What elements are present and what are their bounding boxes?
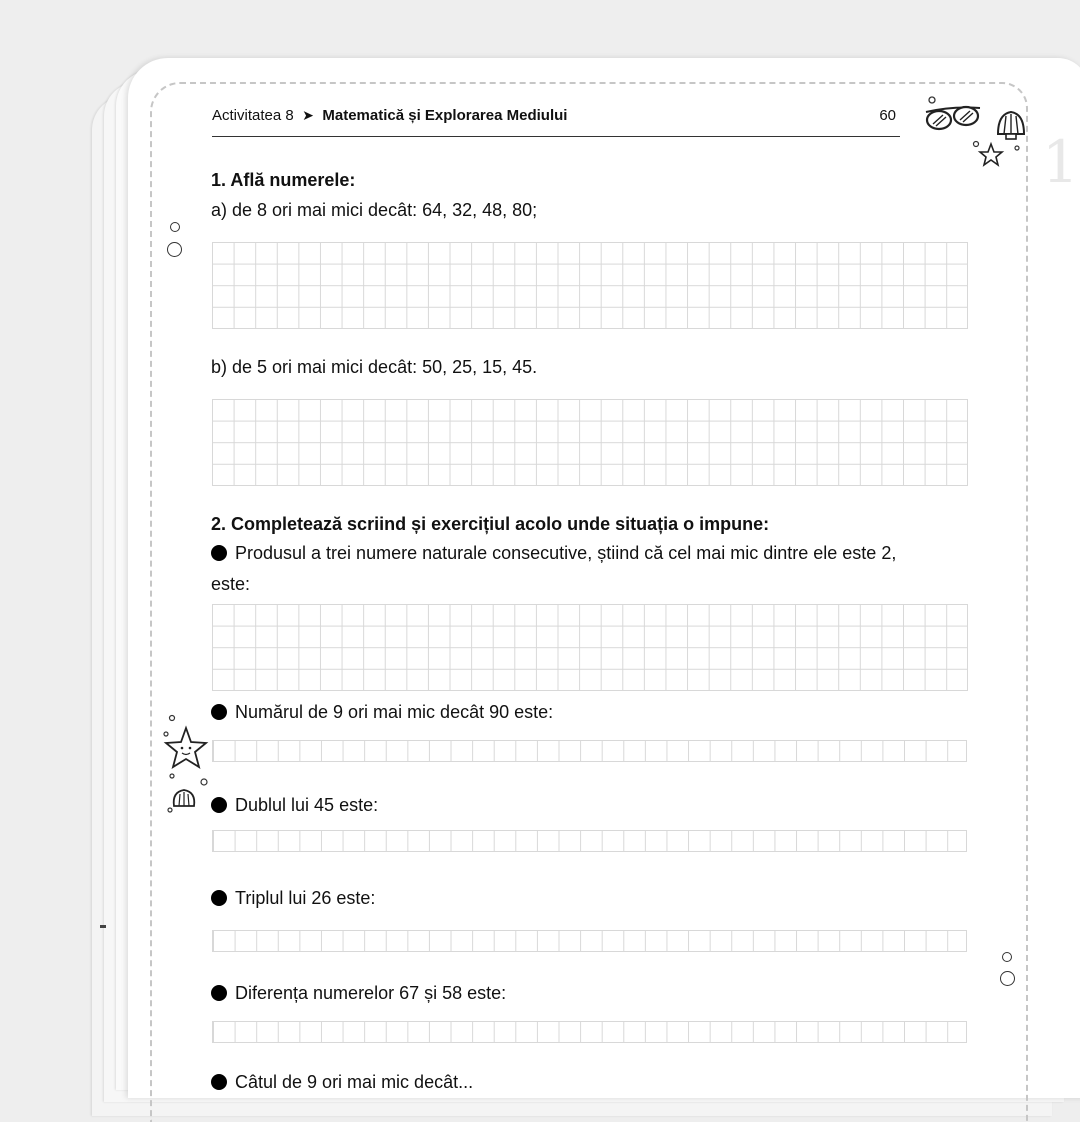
answer-strip-2-3[interactable]	[212, 830, 967, 852]
bullet-icon	[211, 985, 227, 1001]
item-3-text: Dublul lui 45 este:	[235, 795, 379, 815]
bullet-icon	[211, 545, 227, 561]
exercise-2-item-3	[211, 793, 378, 817]
answer-grid-2-1[interactable]	[212, 604, 968, 691]
exercise-2-item-6-partial	[211, 1070, 473, 1094]
starfish-icon	[972, 138, 1022, 174]
answer-strip-2-5[interactable]	[212, 1021, 967, 1043]
bullet-icon	[211, 704, 227, 720]
binder-hole-small	[170, 222, 180, 232]
binder-hole-large	[1000, 971, 1015, 986]
item-5-text: Diferența numerelor 67 și 58 este:	[235, 983, 507, 1003]
exercise-1b-text: b) de 5 ori mai mici decât: 50, 25, 15, 45.	[211, 357, 538, 377]
exercise-1-title: 1. Află numerele:	[211, 170, 356, 190]
sunglasses-icon	[922, 96, 986, 136]
edge-mark	[100, 925, 106, 928]
dashed-page-border	[150, 82, 1028, 1122]
answer-grid-1b[interactable]	[212, 399, 968, 486]
bullet-icon	[211, 890, 227, 906]
bullet-icon	[211, 1074, 227, 1090]
page-header	[212, 106, 900, 137]
header-left	[212, 106, 567, 126]
answer-grid-1a[interactable]	[212, 242, 968, 329]
binder-hole-small	[1002, 952, 1012, 962]
exercise-2-item-4	[211, 886, 375, 910]
item-1-line-1: Produsul a trei numere naturale consecutive, știind că cel mai mic dintre ele este 2,	[235, 543, 897, 563]
exercise-1a-text: a) de 8 ori mai mici decât: 64, 32, 48, 80;	[211, 200, 538, 220]
activity-label: Activitatea 8	[212, 107, 294, 124]
item-4-text: Triplul lui 26 este:	[235, 888, 376, 908]
bullet-icon	[211, 797, 227, 813]
item-6-text: Câtul de 9 ori mai mic decât...	[235, 1072, 474, 1092]
exercise-2-item-1	[211, 541, 896, 565]
background-page-mark: 1	[1042, 128, 1079, 196]
exercise-2-item-1-cont: este:	[211, 574, 251, 594]
exercise-2-title: 2. Completează scriind și exercițiul acolo unde situația o impune:	[211, 514, 770, 534]
answer-strip-2-2[interactable]	[212, 740, 967, 762]
seashell-icon	[170, 786, 198, 814]
item-2-text: Numărul de 9 ori mai mic decât 90 este:	[235, 702, 554, 722]
seashell-icon	[994, 108, 1028, 142]
subject-title: Matematică și Explorarea Mediului	[322, 107, 568, 124]
exercise-2-item-5	[211, 981, 506, 1005]
page-number: 60	[879, 107, 896, 124]
answer-strip-2-4[interactable]	[212, 930, 967, 952]
exercise-2-item-2	[211, 700, 553, 724]
arrow-icon: ➤	[302, 108, 314, 124]
binder-hole-large	[167, 242, 182, 257]
